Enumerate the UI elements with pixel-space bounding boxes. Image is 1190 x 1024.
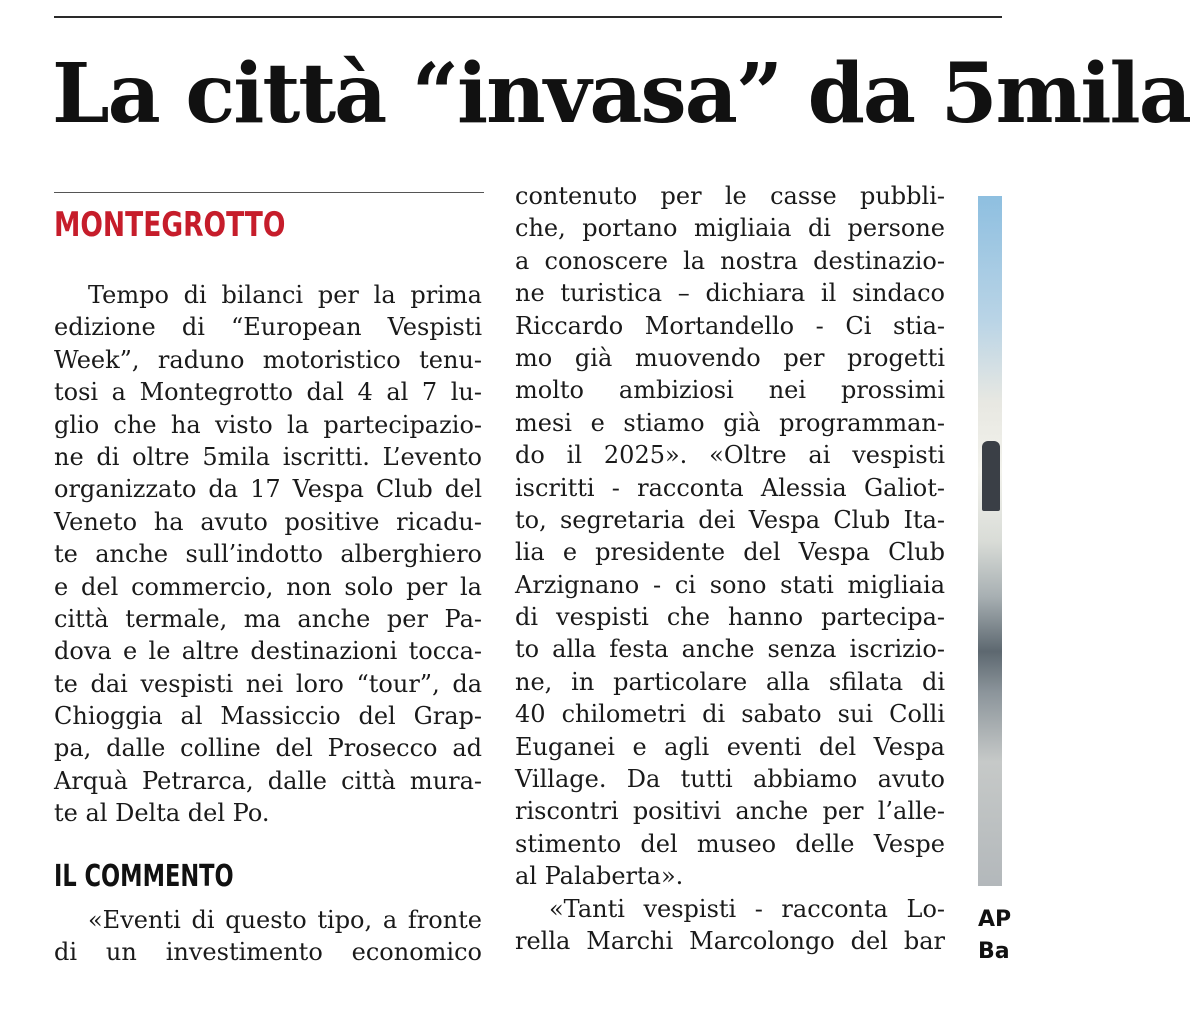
text-line: «Tanti vespisti - racconta Lo- [549,894,945,923]
text-line: tosi a Montegrotto dal 4 al 7 lu- [54,378,482,407]
text-line: Tempo di bilanci per la prima [88,281,482,309]
text-line: ne, in particolare alla sfilata di [515,667,945,696]
text-line: Village. Da tutti abbiamo avuto [515,765,945,794]
article-column-2 [515,180,945,957]
text-line: riscontri positivi anche per l’alle- [515,797,945,826]
text-line: Arzignano - ci sono stati migliaia [515,570,945,599]
text-line: pa, dalle colline del Prosecco ad [54,734,482,763]
text-line: edizione di “European Vespisti [54,313,482,342]
text-line: te anche sull’indotto alberghiero [54,540,482,569]
article-column-1-continued [54,904,482,969]
text-line: organizzato da 17 Vespa Club del [54,475,482,504]
text-line: mesi e stiamo già programman- [515,408,945,437]
caption-line: Ba [978,939,1010,964]
text-line: Riccardo Mortandello - Ci stia- [515,311,945,340]
text-line: stimento del museo delle Vespe [515,829,945,858]
text-line: «Eventi di questo tipo, a fronte [88,906,482,934]
text-line: rella Marchi Marcolongo del bar [515,926,945,955]
text-line: Week”, raduno motoristico tenu- [54,345,482,374]
photo-person-figure [982,441,1000,511]
article-column-1 [54,279,482,830]
top-rule [54,16,1002,18]
text-line: al Palaberta». [515,862,684,891]
text-line: do il 2025». «Oltre ai vespisti [515,441,945,470]
text-line: mo già muovendo per progetti [515,343,945,372]
column-rule [54,192,484,193]
text-line: Arquà Petrarca, dalle città mura- [54,766,482,795]
text-line: Veneto ha avuto positive ricadu- [54,507,482,536]
photo-clipped [978,196,1002,886]
text-line: di un investimento economico [54,938,482,967]
section-subhead: IL COMMENTO [54,859,234,894]
text-line: lia e presidente del Vespa Club [515,538,945,567]
text-line: te dai vespisti nei loro “tour”, da [54,669,482,698]
text-line: glio che ha visto la partecipazio- [54,410,482,439]
photo-caption [978,904,1011,968]
text-line: che, portano migliaia di persone [515,214,945,243]
text-line: contenuto per le casse pubbli- [515,182,945,210]
text-line: Euganei e agli eventi del Vespa [515,732,945,761]
text-line: ne turistica – dichiara il sindaco [515,279,945,308]
text-line: città termale, ma anche per Pa- [54,604,482,633]
text-line: 40 chilometri di sabato sui Colli [515,700,945,729]
text-line: di vespisti che hanno partecipa- [515,603,945,632]
text-line: te al Delta del Po. [54,799,270,828]
caption-line: AP [978,907,1012,932]
text-line: ne di oltre 5mila iscritti. L’evento [54,442,482,471]
text-line: to alla festa anche senza iscrizio- [515,635,945,664]
text-line: molto ambiziosi nei prossimi [515,376,945,405]
text-line: e del commercio, non solo per la [54,572,482,601]
kicker-location: MONTEGROTTO [54,205,286,245]
text-line: a conoscere la nostra destinazio- [515,246,945,275]
text-line: iscritti - racconta Alessia Galiot- [515,473,945,502]
headline: La città “invasa” da 5mila [52,46,1190,142]
text-line: Chioggia al Massiccio del Grap- [54,702,482,731]
text-line: dova e le altre destinazioni tocca- [54,637,482,666]
text-line: to, segretaria dei Vespa Club Ita- [515,505,945,534]
